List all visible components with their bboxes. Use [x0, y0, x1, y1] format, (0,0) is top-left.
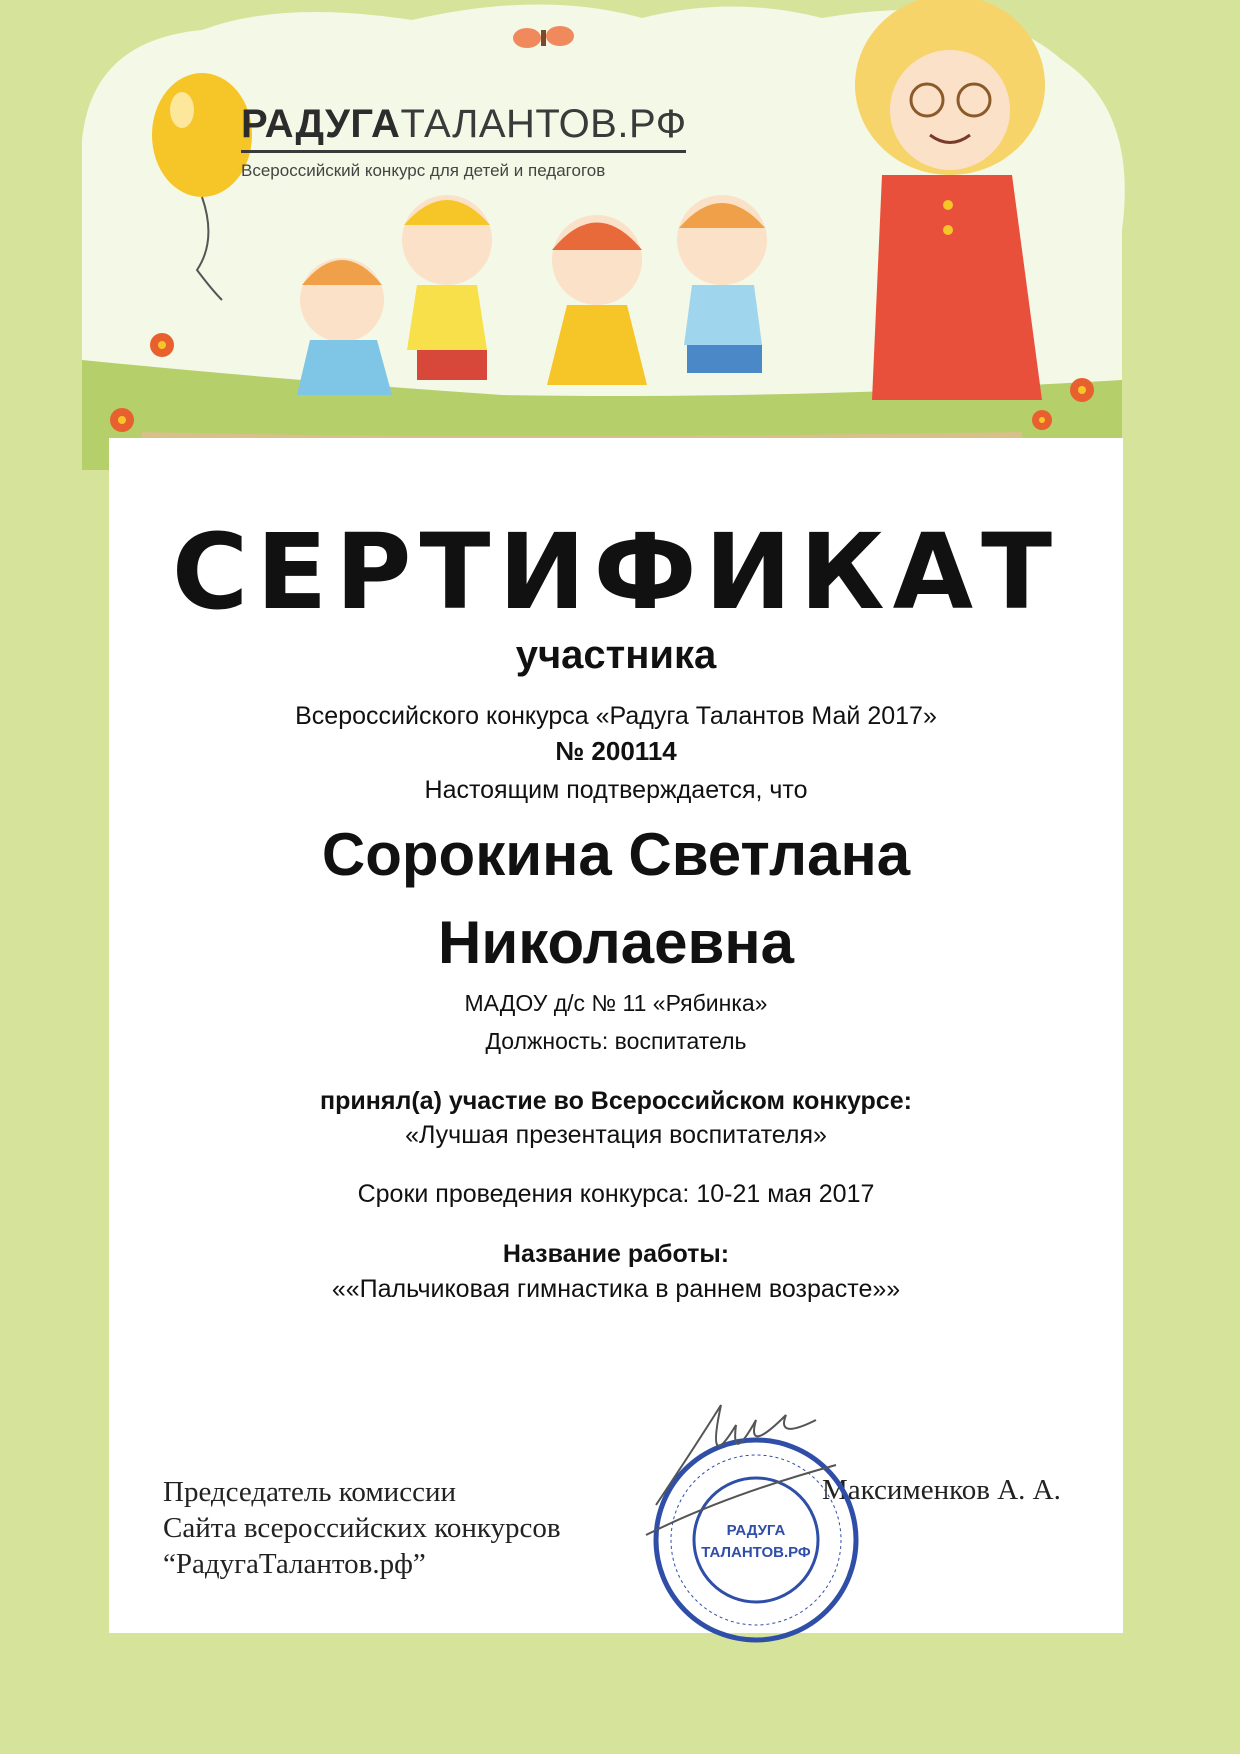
- recipient-position: Должность: воспитатель: [485, 1028, 747, 1054]
- logo-tagline: Всероссийский конкурс для детей и педагогов: [241, 161, 606, 180]
- stamp-seal: [656, 1440, 856, 1640]
- stamp-text: РАДУГА: [726, 1522, 786, 1539]
- contest-name: Всероссийского конкурса «Радуга Талантов Май 2017»: [295, 702, 937, 730]
- work-title-label: Название работы:: [502, 1240, 730, 1268]
- flower-icon: [1032, 410, 1052, 430]
- logo-underline: [241, 150, 686, 153]
- site-logo: [241, 104, 687, 181]
- illustration-banner: [82, 0, 1138, 470]
- certificate-number: № 200114: [555, 736, 677, 766]
- signatory-name: Максименков А. А.: [822, 1474, 1061, 1506]
- recipient-name-line1: Сорокина Светлана: [321, 821, 911, 888]
- official-stamp: [636, 1385, 876, 1650]
- confirmation-text: Настоящим подтверждается, что: [424, 776, 808, 804]
- flower-icon: [150, 333, 174, 357]
- nomination-name: «Лучшая презентация воспитателя»: [405, 1121, 827, 1149]
- kids-illustration: [82, 0, 1138, 470]
- signatory-line: Сайта всероссийских конкурсов: [163, 1512, 561, 1544]
- signatory-line: “РадугаТалантов.рф”: [163, 1548, 426, 1580]
- certificate-subtitle: участника: [515, 633, 717, 677]
- handwritten-signature: [646, 1405, 836, 1535]
- signatory-line: Председатель комиссии: [163, 1476, 456, 1508]
- flower-icon: [110, 408, 134, 432]
- work-title: ««Пальчиковая гимнастика в раннем возрасте»»: [331, 1275, 901, 1303]
- logo-wordmark: РАДУГАТАЛАНТОВ.РФ: [241, 102, 687, 146]
- certificate-title: СЕРТИФИКАТ: [171, 511, 1061, 633]
- recipient-name-line2: Николаевна: [438, 909, 794, 976]
- participation-text: принял(а) участие во Всероссийском конкурсе:: [320, 1087, 912, 1115]
- signatory-title: [163, 1474, 561, 1582]
- flower-icon: [1070, 378, 1094, 402]
- contest-dates: Сроки проведения конкурса: 10-21 мая 2017: [357, 1180, 875, 1208]
- stamp-text: ТАЛАНТОВ.РФ: [701, 1544, 811, 1561]
- recipient-organization: МАДОУ д/с № 11 «Рябинка»: [464, 990, 768, 1016]
